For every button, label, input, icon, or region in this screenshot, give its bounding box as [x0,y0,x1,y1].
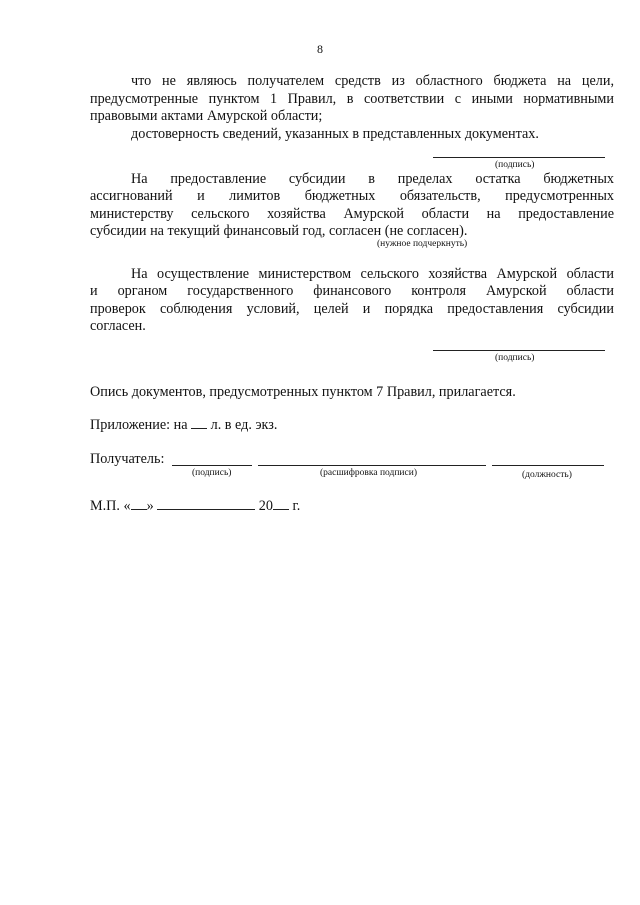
recipient-position-caption: (должность) [522,470,572,480]
day-blank [131,497,147,510]
signature-line-2 [433,350,605,351]
consent-budget-line-4: субсидии на текущий финансовый год, согласен (не согласен). [90,223,468,239]
inventory-text: Опись документов, предусмотренных пунктом 7 Правил, прилагается. [90,384,516,400]
consent-control-line-1: На осуществление министерством сельского хозяйства Амурской области [131,266,614,282]
recipient-decoding-line [258,465,486,466]
consent-budget-line-2: ассигнований и лимитов бюджетных обязательств, предусмотренных [90,188,614,204]
consent-control-line-4: согласен. [90,318,146,334]
recipient-position-line [492,465,604,466]
recipient-decoding-caption: (расшифровка подписи) [320,468,417,478]
month-blank [157,497,255,510]
appendix-suffix: л. в ед. экз. [210,417,278,433]
consent-control-line-3: проверок соблюдения условий, целей и порядка предоставления субсидии [90,301,614,317]
stamp-mid: » [146,498,154,514]
recipient-label: Получатель: [90,451,165,467]
signature-caption-1: (подпись) [495,160,535,170]
declaration-line-1: что не являюсь получателем средств из областного бюджета на цели, [131,73,614,89]
declaration-line-4: достоверность сведений, указанных в представленных документах. [131,126,539,142]
year-prefix: 20 [258,498,273,514]
underline-hint-caption: (нужное подчеркнуть) [377,239,468,249]
recipient-signature-caption: (подпись) [192,468,232,478]
consent-control-line-2: и органом государственного финансового контроля Амурской области [90,283,614,299]
year-suffix: г. [292,498,301,514]
year-blank [273,497,289,510]
declaration-line-2: предусмотренные пунктом 1 Правил, в соответствии с иными нормативными [90,91,614,107]
signature-line-1 [433,157,605,158]
signature-caption-2: (подпись) [495,353,535,363]
recipient-signature-line [172,465,252,466]
declaration-line-3: правовыми актами Амурской области; [90,108,323,124]
stamp-prefix: М.П. « [90,498,131,514]
stamp-date-line [90,497,300,516]
page-number: 8 [317,42,323,56]
consent-budget-line-3: министерству сельского хозяйства Амурской области на предоставление [90,206,614,222]
consent-budget-line-1: На предоставление субсидии в пределах остатка бюджетных [131,171,614,187]
appendix-line [90,416,277,435]
appendix-pages-blank [191,416,207,429]
appendix-prefix: Приложение: на [90,417,188,433]
